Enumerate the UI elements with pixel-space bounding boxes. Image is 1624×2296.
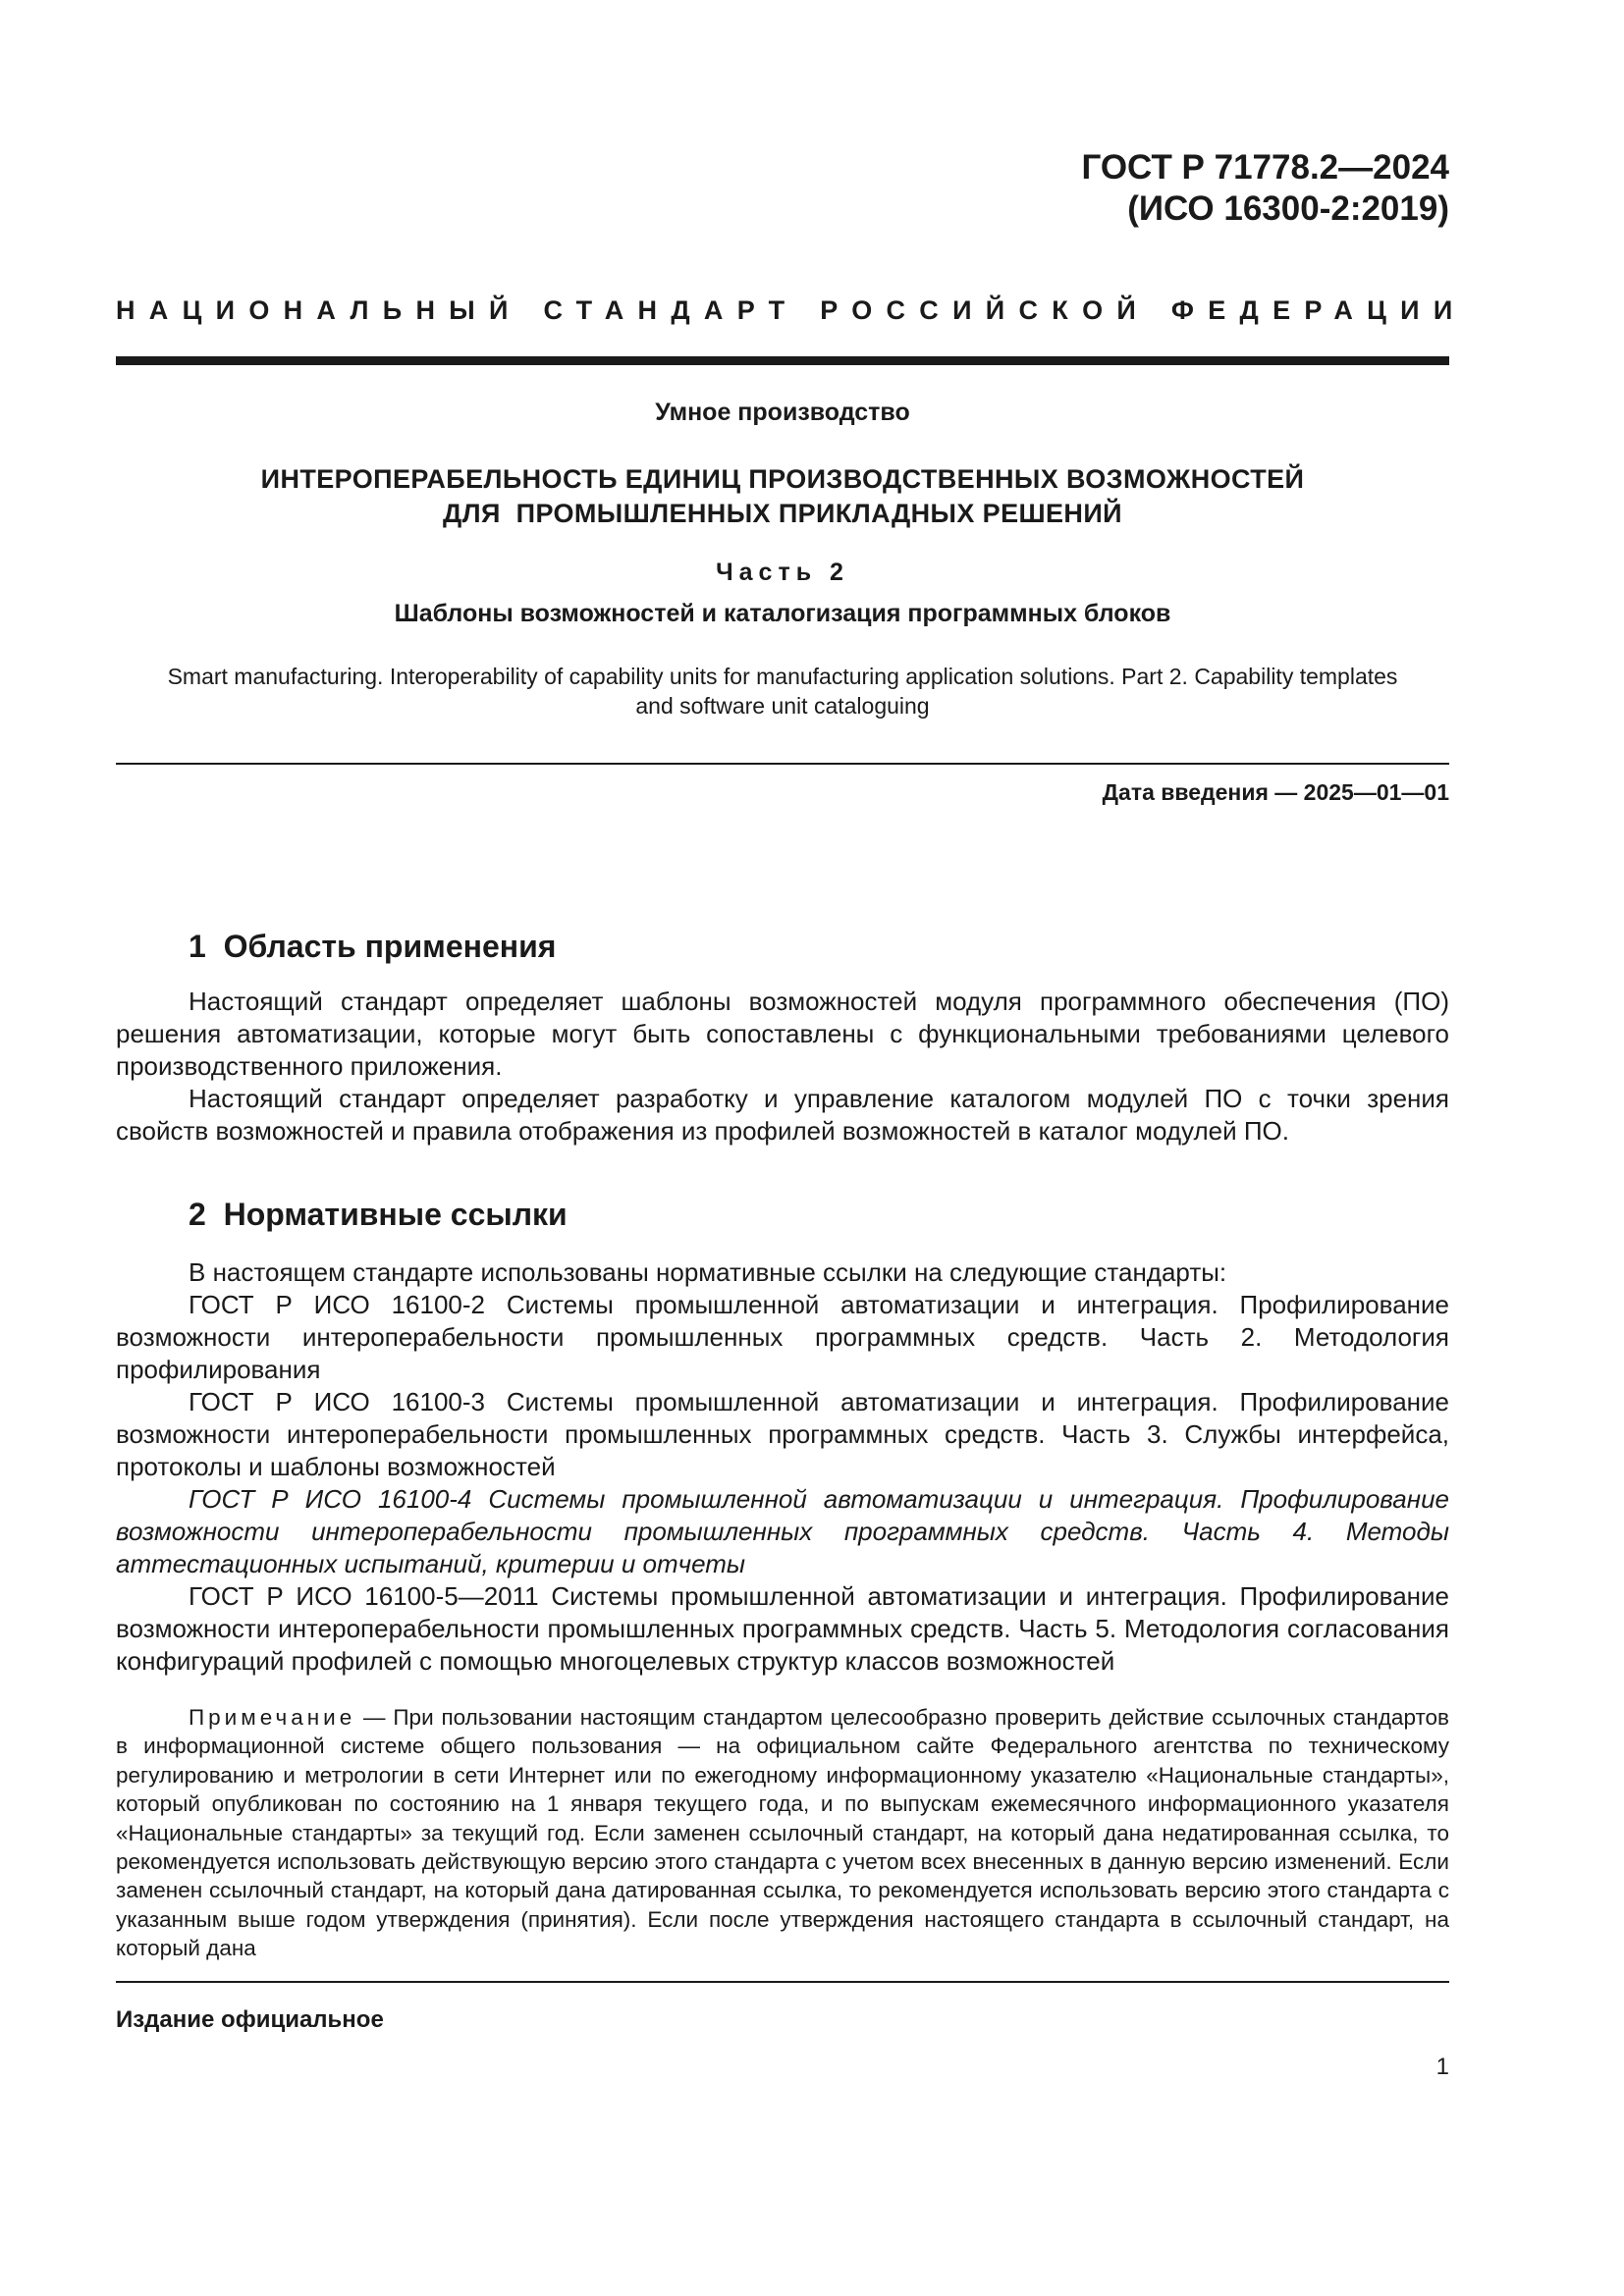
- normative-reference: ГОСТ Р ИСО 16100-3 Системы промышленной автоматизации и интеграция. Профилирование возможности интероперабельности промышленных программных средств. Часть 3. Службы интерфейса, протоколы и шаблоны возможностей: [116, 1387, 1449, 1481]
- normative-reference: ГОСТ Р ИСО 16100-4 Системы промышленной автоматизации и интеграция. Профилирование возможности интероперабельности промышленных программных средств. Часть 4. Методы аттестационных испытаний, критерии и отчеты: [116, 1484, 1449, 1578]
- section-2-body: [116, 1256, 1449, 1678]
- iso-number: (ИСО 16300-2:2019): [1127, 189, 1449, 228]
- note-block: [116, 1703, 1449, 1963]
- section-1-body: [116, 986, 1449, 1148]
- title-rule: [116, 763, 1449, 765]
- footer-rule: [116, 1981, 1449, 1983]
- section-2-heading: 2 Нормативные ссылки: [189, 1197, 568, 1232]
- section-1-heading: 1 Область применения: [189, 929, 557, 964]
- edition-label: Издание официальное: [116, 2006, 384, 2033]
- part-label: Часть 2: [716, 559, 849, 586]
- series-title: Умное производство: [655, 399, 910, 426]
- normative-reference: ГОСТ Р ИСО 16100-2 Системы промышленной автоматизации и интеграция. Профилирование возможности интероперабельности промышленных программных средств. Часть 2. Методология профилирования: [116, 1290, 1449, 1384]
- section-1-paragraph: Настоящий стандарт определяет разработку и управление каталогом модулей ПО с точки зрения свойств возможностей и правила отображения из профилей возможностей в каталог модулей ПО.: [116, 1084, 1449, 1146]
- section-2-intro: В настоящем стандарте использованы нормативные ссылки на следующие стандарты:: [189, 1257, 1227, 1287]
- doc-number: ГОСТ Р 71778.2—2024: [1081, 148, 1449, 187]
- part-title: Шаблоны возможностей и каталогизация программных блоков: [394, 600, 1171, 627]
- normative-reference: ГОСТ Р ИСО 16100-5—2011 Системы промышленной автоматизации и интеграция. Профилирование возможности интероперабельности промышленных программных средств. Часть 5. Методология согласования конфигураций профилей с помощью многоцелевых структур классов возможностей: [116, 1581, 1449, 1676]
- national-standard-title: НАЦИОНАЛЬНЫЙ СТАНДАРТ РОССИЙСКОЙ ФЕДЕРАЦИИ: [116, 295, 1467, 325]
- english-title: Smart manufacturing. Interoperability of capability units for manufacturing application solutions. Part 2. Capability templates and software unit cataloguing: [167, 664, 1398, 719]
- header-rule: [116, 356, 1449, 365]
- main-title: [116, 462, 1449, 531]
- note-text: — При пользовании настоящим стандартом целесообразно проверить действие ссылочных стандартов в информационной системе общего пользования — на официальном сайте Федерального агентства по техническому регулированию и метрологии в сети Интернет или по ежегодному информационному указателю «Национальные стандарты», который опубликован по состоянию на 1 января текущего года, и по выпускам ежемесячного информационного указателя «Национальные стандарты» за текущий год. Если заменен ссылочный стандарт, на который дана недатированная ссылка, то рекомендуется использовать действующую версию этого стандарта с учетом всех внесенных в данную версию изменений. Если заменен ссылочный стандарт, на который дана датированная ссылка, то рекомендуется использовать версию этого стандарта с указанным выше годом утверждения (принятия). Если после утверждения настоящего стандарта в ссылочный стандарт, на который дана: [116, 1705, 1449, 1961]
- document-identifier: [1081, 147, 1449, 230]
- introduction-date: Дата введения — 2025—01—01: [1102, 779, 1449, 805]
- page-number: 1: [1435, 2054, 1449, 2080]
- document-page: [116, 0, 1467, 2296]
- note-label: Примечание: [189, 1705, 356, 1730]
- section-1-paragraph: Настоящий стандарт определяет шаблоны возможностей модуля программного обеспечения (ПО) решения автоматизации, которые могут быть сопоставлены с функциональными требованиями целевого производственного приложения.: [116, 987, 1449, 1081]
- main-title-line-1: ИНТЕРОПЕРАБЕЛЬНОСТЬ ЕДИНИЦ ПРОИЗВОДСТВЕННЫХ ВОЗМОЖНОСТЕЙ: [260, 464, 1305, 494]
- note-paragraph: [116, 1703, 1449, 1963]
- main-title-line-2: ДЛЯ ПРОМЫШЛЕННЫХ ПРИКЛАДНЫХ РЕШЕНИЙ: [443, 499, 1122, 528]
